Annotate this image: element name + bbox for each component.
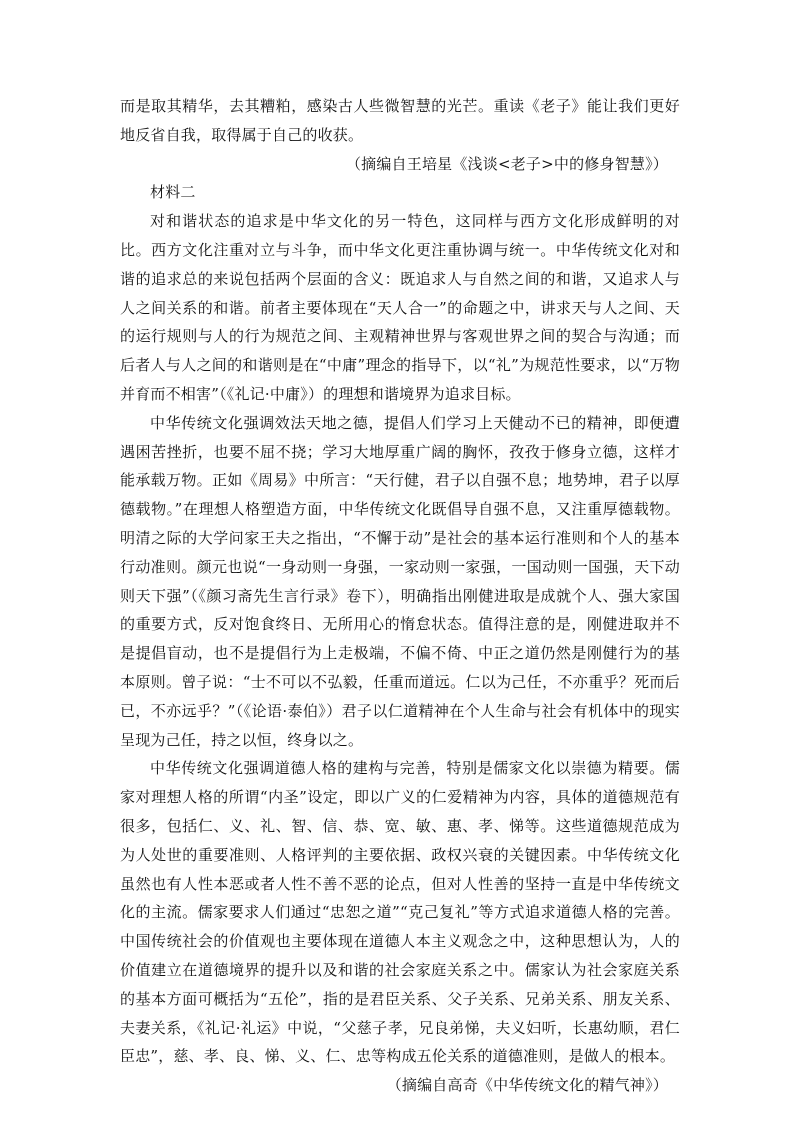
paragraph-moral-personality: 中华传统文化强调道德人格的建构与完善，特别是儒家文化以崇德为精要。儒家对理想人格的所谓“内圣”设定，即以广义的仁爱精神为内容，具体的道德规范有很多，包括仁、义、礼、智、信、恭、宽、敏、惠、孝、悌等。这些道德规范成为为人处世的重要准则、人格评判的主要依据、政权兴衰的关键因素。中华传统文化虽然也有人性本恶或者人性不善不恶的论点，但对人性善的坚持一直是中华传统文化的主流。儒家要求人们通过“忠恕之道”“克己复礼”等方式追求道德人格的完善。中国传统社会的价值观也主要体现在道德人本主义观念之中，这种思想认为，人的价值建立在道德境界的提升以及和谐的社会家庭关系之中。儒家认为社会家庭关系的基本方面可概括为“五伦”，指的是君臣关系、父子关系、兄弟关系、朋友关系、夫妻关系，《礼记·礼运》中说，“父慈子孝，兄良弟悌，夫义妇听，长惠幼顺，君仁臣忠”，慈、孝、良、悌、义、仁、忠等构成五伦关系的道德准则，是做人的根本。	[120, 759, 680, 1066]
source-citation-2: （摘编自高奇《中华传统文化的精气神》）	[386, 1076, 668, 1095]
source-citation-1: （摘编自王培星《浅谈<老子>中的修身智慧》）	[345, 154, 668, 173]
paragraph-harmony: 对和谐状态的追求是中华文化的另一特色，这同样与西方文化形成鲜明的对比。西方文化注重对立与斗争，而中华文化更注重协调与统一。中华传统文化对和谐的追求总的来说包括两个层面的含义：既追求人与自然之间的和谐，又追求人与人之间关系的和谐。前者主要体现在“天人合一”的命题之中，讲求天与人之间、天的运行规则与人的行为规范之间、主观精神世界与客观世界之间的契合与沟通；而后者人与人之间的和谐则是在“中庸”理念的指导下，以“礼”为规范性要求，以“万物并育而不相害”（《礼记·中庸》）的理想和谐境界为追求目标。	[120, 212, 680, 403]
paragraph-continuation: 而是取其精华，去其糟粕，感染古人些微智慧的光芒。重读《老子》能让我们更好地反省自我，取得属于自己的收获。	[120, 97, 680, 144]
document-body	[120, 92, 680, 1100]
section-label-material-2: 材料二	[150, 183, 196, 202]
paragraph-self-strengthening: 中华传统文化强调效法天地之德，提倡人们学习上天健动不已的精神，即便遭遇困苦挫折，也要不屈不挠；学习大地厚重广阔的胸怀，孜孜于修身立德，这样才能承载万物。正如《周易》中所言：“天行健，君子以自强不息；地势坤，君子以厚德载物。”在理想人格塑造方面，中华传统文化既倡导自强不息，又注重厚德载物。明清之际的大学问家王夫之指出，“不懈于动”是社会的基本运行准则和个人的基本行动准则。颜元也说“一身动则一身强，一家动则一家强，一国动则一国强，天下动则天下强”（《颜习斋先生言行录》卷下），明确指出刚健进取是成就个人、强大家国的重要方式，反对饱食终日、无所用心的惰怠状态。值得注意的是，刚健进取并不是提倡盲动，也不是提倡行为上走极端，不偏不倚、中正之道仍然是刚健行为的基本原则。曾子说：“士不可以不弘毅，任重而道远。仁以为己任，不亦重乎？死而后已，不亦远乎？”（《论语·泰伯》）君子以仁道精神在个人生命与社会有机体中的现实呈现为己任，持之以恒，终身以之。	[120, 413, 680, 749]
